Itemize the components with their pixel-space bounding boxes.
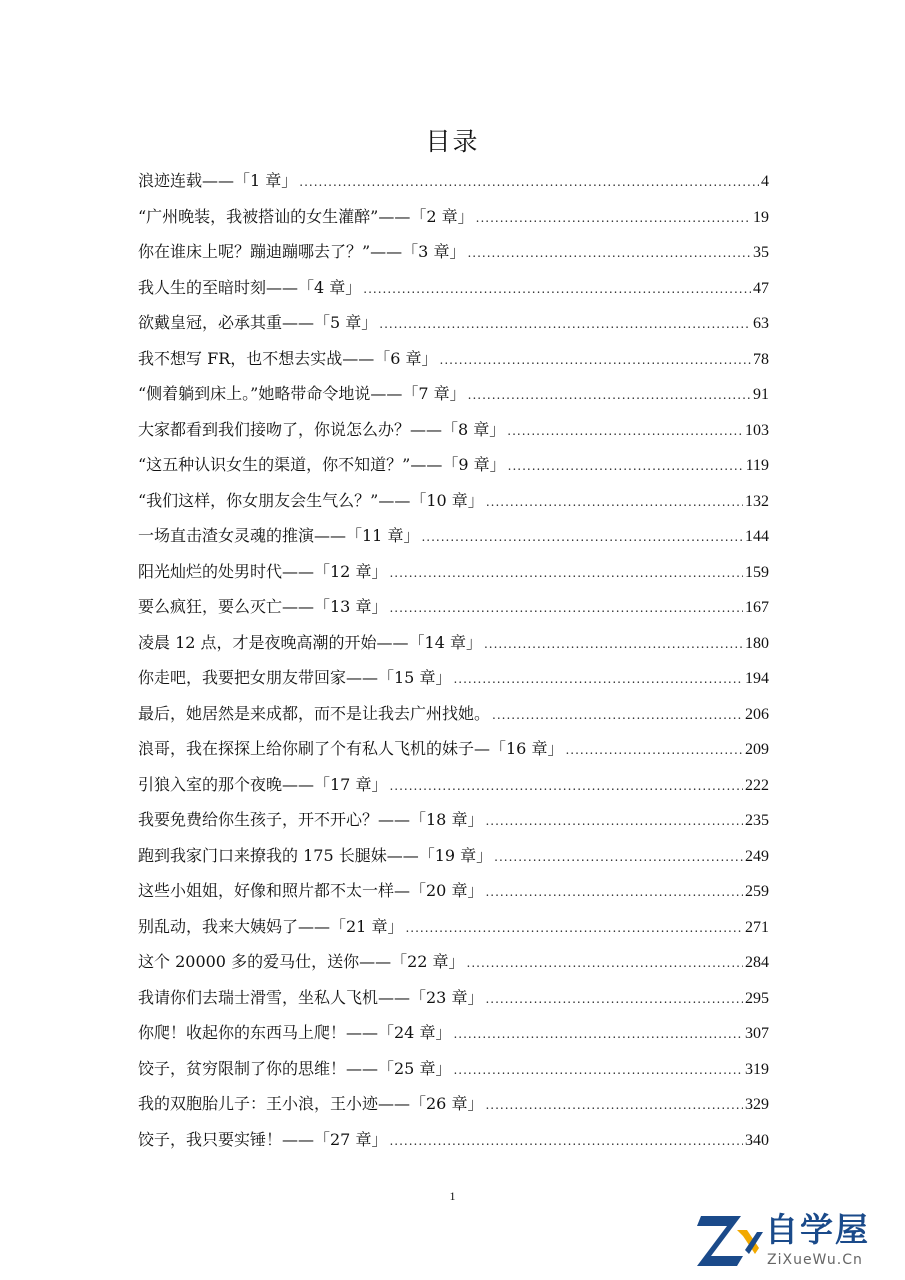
toc-entry-title: 你在谁床上呢？蹦迪蹦哪去了？”——「3 章」 <box>138 242 466 261</box>
toc-entry-page-number: 222 <box>745 776 769 794</box>
toc-entry-page-number: 63 <box>753 315 769 332</box>
toc-entry-title: “广州晚装，我被搭讪的女生灌醉”——「2 章」 <box>138 206 474 226</box>
zixuewu-logo-icon <box>697 1210 763 1272</box>
toc-entry-page-number: 209 <box>745 741 769 758</box>
toc-entry-page-number: 119 <box>745 457 769 474</box>
toc-leader-dots <box>405 911 743 947</box>
toc-entry-page-number: 4 <box>761 173 769 190</box>
toc-leader-dots <box>440 343 751 379</box>
toc-entry <box>138 589 769 625</box>
toc-entry-page-number: 284 <box>745 954 769 971</box>
toc-list <box>138 163 769 1157</box>
toc-entry-page-number: 47 <box>753 279 769 297</box>
toc-entry-title: 一场直击渣女灵魂的推演——「11 章」 <box>138 526 420 545</box>
toc-leader-dots <box>565 733 743 769</box>
toc-entry <box>138 163 769 199</box>
toc-entry <box>138 802 769 838</box>
toc-entry-title: 浪迹连载——「1 章」 <box>138 171 298 190</box>
toc-entry <box>138 483 769 519</box>
toc-entry-page-number: 319 <box>745 1060 769 1078</box>
toc-entry <box>138 873 769 909</box>
toc-entry <box>138 234 769 270</box>
toc-leader-dots <box>476 201 751 237</box>
toc-entry <box>138 199 769 235</box>
toc-entry-page-number: 295 <box>745 989 769 1007</box>
toc-entry-page-number: 194 <box>745 670 769 687</box>
toc-entry-title: 阳光灿烂的处男时代——「12 章」 <box>138 561 388 581</box>
toc-entry <box>138 412 769 448</box>
toc-entry <box>138 341 769 377</box>
toc-entry-page-number: 340 <box>745 1131 769 1149</box>
toc-entry-title: 饺子，我只要实锤！——「27 章」 <box>138 1129 388 1149</box>
watermark-text: 自学屋 <box>765 1210 870 1249</box>
toc-leader-dots <box>494 840 743 876</box>
toc-entry-page-number: 91 <box>753 386 769 403</box>
watermark <box>697 1210 897 1272</box>
toc-entry-title: 这个 20000 多的爱马仕，送你——「22 章」 <box>138 952 465 971</box>
toc-entry-page-number: 144 <box>745 528 769 545</box>
toc-leader-dots <box>468 378 751 414</box>
toc-leader-dots <box>379 307 751 343</box>
toc-leader-dots <box>485 1088 743 1124</box>
toc-entry <box>138 1086 769 1122</box>
toc-entry-page-number: 235 <box>745 812 769 829</box>
toc-leader-dots <box>389 1124 743 1160</box>
toc-entry <box>138 944 769 980</box>
toc-leader-dots <box>389 556 743 592</box>
toc-entry-title: 浪哥，我在探探上给你刷了个有私人飞机的妹子—「16 章」 <box>138 739 564 758</box>
toc-leader-dots <box>389 769 743 805</box>
toc-entry-page-number: 132 <box>745 492 769 510</box>
toc-leader-dots <box>453 1017 743 1053</box>
page-number: 1 <box>449 1189 456 1203</box>
toc-entry-page-number: 180 <box>745 634 769 652</box>
toc-entry-page-number: 259 <box>745 883 769 900</box>
toc-entry-page-number: 249 <box>745 847 769 865</box>
toc-entry <box>138 980 769 1016</box>
toc-leader-dots <box>421 520 743 556</box>
toc-entry-title: 最后，她居然是来成都，而不是让我去广州找她。 <box>138 703 491 723</box>
toc-entry <box>138 1051 769 1087</box>
toc-entry <box>138 696 769 732</box>
toc-leader-dots <box>389 591 743 627</box>
toc-entry-page-number: 271 <box>745 918 769 936</box>
toc-entry-title: 你走吧，我要把女朋友带回家——「15 章」 <box>138 668 452 687</box>
toc-leader-dots <box>453 662 743 698</box>
toc-entry <box>138 447 769 483</box>
toc-entry <box>138 376 769 412</box>
toc-entry-title: 要么疯狂，要么灭亡——「13 章」 <box>138 597 388 616</box>
toc-leader-dots <box>485 804 743 840</box>
toc-entry-title: 凌晨 12 点，才是夜晚高潮的开始——「14 章」 <box>138 632 482 652</box>
toc-leader-dots <box>467 236 751 272</box>
toc-leader-dots <box>485 875 743 911</box>
toc-entry-page-number: 329 <box>745 1096 769 1113</box>
toc-entry-title: 欲戴皇冠，必承其重——「5 章」 <box>138 313 378 332</box>
toc-entry <box>138 909 769 945</box>
toc-entry <box>138 1015 769 1051</box>
toc-leader-dots <box>486 485 743 521</box>
toc-entry-title: 我不想写 FR，也不想去实战——「6 章」 <box>138 348 438 368</box>
toc-entry-title: 大家都看到我们接吻了，你说怎么办？——「8 章」 <box>138 419 506 439</box>
toc-entry-title: 跑到我家门口来撩我的 175 长腿妹——「19 章」 <box>138 845 493 865</box>
toc-entry <box>138 305 769 341</box>
toc-entry-title: 我的双胞胎儿子：王小浪，王小迹——「26 章」 <box>138 1094 484 1113</box>
toc-entry-title: 别乱动，我来大姨妈了——「21 章」 <box>138 916 404 936</box>
toc-entry <box>138 660 769 696</box>
watermark-url: ZiXueWu.Cn <box>767 1252 863 1268</box>
toc-entry-title: 饺子，贫穷限制了你的思维！——「25 章」 <box>138 1058 452 1078</box>
toc-entry-page-number: 78 <box>753 350 769 368</box>
toc-entry <box>138 1122 769 1158</box>
toc-entry-title: “这五种认识女生的渠道，你不知道？”——「9 章」 <box>138 455 506 474</box>
toc-leader-dots <box>508 449 744 485</box>
toc-entry-title: 你爬！收起你的东西马上爬！——「24 章」 <box>138 1023 452 1042</box>
toc-entry <box>138 731 769 767</box>
toc-entry-title: “我们这样，你女朋友会生气么？”——「10 章」 <box>138 490 484 510</box>
toc-leader-dots <box>485 982 743 1018</box>
toc-leader-dots <box>299 165 759 201</box>
toc-leader-dots <box>492 698 743 734</box>
toc-entry-title: 我人生的至暗时刻——「4 章」 <box>138 277 362 297</box>
toc-entry <box>138 838 769 874</box>
toc-leader-dots <box>363 272 751 308</box>
toc-entry <box>138 767 769 803</box>
toc-entry-title: 引狼入室的那个夜晚——「17 章」 <box>138 774 388 794</box>
toc-entry-page-number: 206 <box>745 705 769 723</box>
toc-entry-title: 这些小姐姐，好像和照片都不太一样—「20 章」 <box>138 881 484 900</box>
toc-leader-dots <box>467 946 743 982</box>
toc-entry-page-number: 19 <box>753 208 769 226</box>
toc-entry-page-number: 307 <box>745 1025 769 1042</box>
toc-leader-dots <box>453 1053 743 1089</box>
toc-entry-page-number: 103 <box>745 421 769 439</box>
toc-entry-page-number: 167 <box>745 599 769 616</box>
toc-leader-dots <box>507 414 743 450</box>
toc-entry-title: 我请你们去瑞士滑雪，坐私人飞机——「23 章」 <box>138 987 484 1007</box>
toc-entry-page-number: 35 <box>753 244 769 261</box>
toc-entry-title: 我要免费给你生孩子，开不开心？——「18 章」 <box>138 810 484 829</box>
toc-title: 目录 <box>425 127 480 156</box>
toc-entry-page-number: 159 <box>745 563 769 581</box>
toc-entry <box>138 270 769 306</box>
toc-entry <box>138 518 769 554</box>
toc-entry <box>138 554 769 590</box>
toc-entry <box>138 625 769 661</box>
toc-entry-title: “侧着躺到床上。”她略带命令地说——「7 章」 <box>138 384 466 403</box>
toc-leader-dots <box>484 627 743 663</box>
